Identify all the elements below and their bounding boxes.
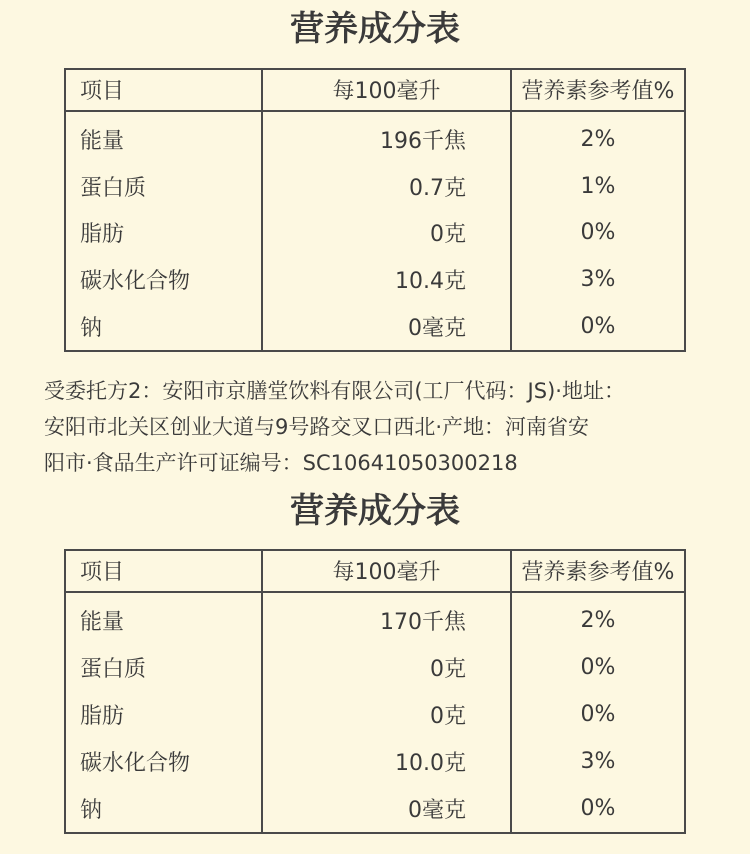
table-row-fat <box>65 691 685 738</box>
nutrient-name: 碳水化合物 <box>65 256 262 303</box>
table-row-energy <box>65 592 685 644</box>
nutrient-name: 钠 <box>65 303 262 351</box>
table-row-protein <box>65 163 685 210</box>
nutrient-name: 碳水化合物 <box>65 738 262 785</box>
nutrient-name: 能量 <box>65 111 262 163</box>
nutrient-value: 10.0克 <box>262 738 511 785</box>
nutrient-nrv: 2% <box>580 607 616 633</box>
nutrient-value: 0克 <box>262 209 511 256</box>
nutrient-value: 0毫克 <box>262 785 511 833</box>
manufacturer-info <box>44 373 724 481</box>
manufacturer-info-line: 受委托方2：安阳市京膳堂饮料有限公司(工厂代码：JS)·地址： <box>44 379 625 403</box>
nutrient-value: 0.7克 <box>262 163 511 210</box>
nutrient-name: 脂肪 <box>65 691 262 738</box>
table-header-row <box>65 69 685 111</box>
table-row-sodium <box>65 303 685 351</box>
nutrient-nrv: 0% <box>580 654 616 680</box>
nutrient-value: 0毫克 <box>262 303 511 351</box>
manufacturer-info-line: 阳市·食品生产许可证编号：SC10641050300218 <box>44 451 518 475</box>
nutrient-value: 196千焦 <box>262 111 511 163</box>
nutrition-facts-table <box>64 68 686 352</box>
nutrition-table-title: 营养成分表 <box>290 491 460 531</box>
table-row-energy <box>65 111 685 163</box>
header-nrv-percent: 营养素参考值% <box>511 550 685 592</box>
manufacturer-info-line: 安阳市北关区创业大道与9号路交叉口西北·产地：河南省安 <box>44 415 590 439</box>
nutrition-facts-table <box>64 549 686 834</box>
nutrient-nrv: 0% <box>580 314 616 340</box>
nutrient-nrv: 0% <box>580 220 616 246</box>
nutrient-value: 10.4克 <box>262 256 511 303</box>
header-per-100ml: 每100毫升 <box>262 550 511 592</box>
table-row-fat <box>65 209 685 256</box>
nutrient-nrv: 3% <box>580 748 616 774</box>
nutrient-nrv: 2% <box>580 126 616 152</box>
nutrient-nrv: 0% <box>580 701 616 727</box>
nutrient-nrv: 0% <box>580 795 616 821</box>
header-item: 项目 <box>65 550 262 592</box>
nutrient-name: 蛋白质 <box>65 163 262 210</box>
nutrient-name: 钠 <box>65 785 262 833</box>
table-row-carbohydrate <box>65 738 685 785</box>
nutrient-name: 能量 <box>65 592 262 644</box>
table-row-carbohydrate <box>65 256 685 303</box>
table-row-sodium <box>65 785 685 833</box>
nutrient-value: 0克 <box>262 691 511 738</box>
table-row-protein <box>65 644 685 691</box>
nutrition-table-title: 营养成分表 <box>290 9 460 49</box>
nutrient-name: 脂肪 <box>65 209 262 256</box>
nutrient-value: 0克 <box>262 644 511 691</box>
table-header-row <box>65 550 685 592</box>
nutrient-nrv: 3% <box>580 267 616 293</box>
header-nrv-percent: 营养素参考值% <box>511 69 685 111</box>
header-item: 项目 <box>65 69 262 111</box>
header-per-100ml: 每100毫升 <box>262 69 511 111</box>
nutrient-nrv: 1% <box>580 173 616 199</box>
nutrient-name: 蛋白质 <box>65 644 262 691</box>
nutrient-value: 170千焦 <box>262 592 511 644</box>
